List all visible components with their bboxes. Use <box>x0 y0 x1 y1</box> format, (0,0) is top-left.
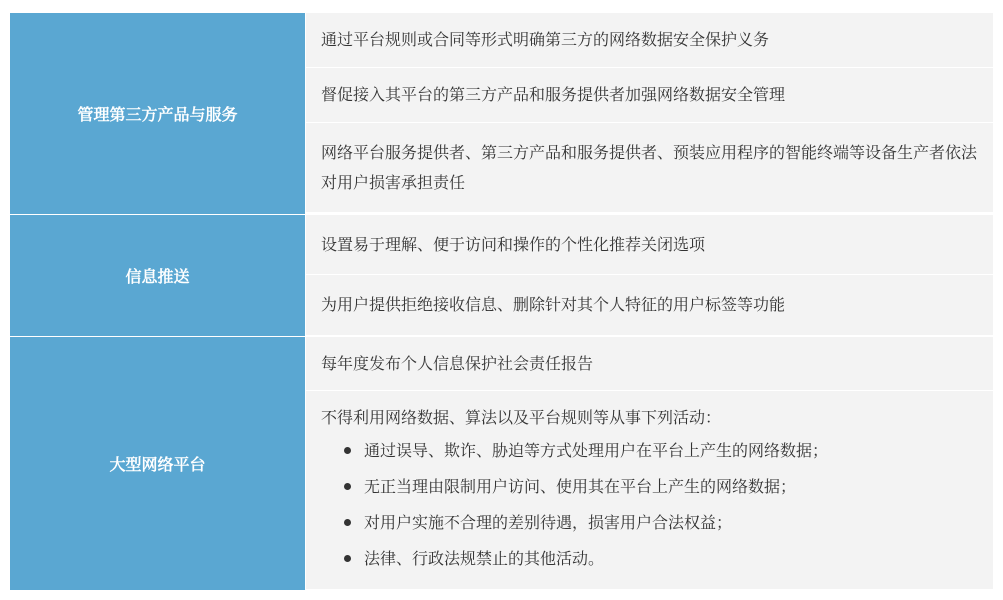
group-header: 信息推送 <box>10 215 306 336</box>
group-info-push <box>10 215 993 337</box>
list-item-text: 通过误导、欺诈、胁迫等方式处理用户在平台上产生的网络数据； <box>364 441 829 460</box>
list-item <box>364 541 981 577</box>
bullet-icon <box>344 519 351 526</box>
obligations-table <box>10 13 993 590</box>
table-cell: 网络平台服务提供者、第三方产品和服务提供者、预装应用程序的智能终端等设备生产者依法对用户损害承担责任 <box>306 123 993 212</box>
group-rows <box>306 13 993 214</box>
list-item-text: 无正当理由限制用户访问、使用其在平台上产生的网络数据； <box>364 477 797 496</box>
list-intro: 不得利用网络数据、算法以及平台规则等从事下列活动： <box>321 408 722 427</box>
group-third-party <box>10 13 993 215</box>
list-item <box>364 505 981 541</box>
group-large-platform <box>10 337 993 590</box>
table-cell: 督促接入其平台的第三方产品和服务提供者加强网络数据安全管理 <box>306 68 993 123</box>
table-cell: 设置易于理解、便于访问和操作的个性化推荐关闭选项 <box>306 215 993 275</box>
group-header: 大型网络平台 <box>10 337 306 590</box>
list-item <box>364 433 981 469</box>
list-item-text: 对用户实施不合理的差别待遇，损害用户合法权益； <box>364 513 733 532</box>
group-header: 管理第三方产品与服务 <box>10 13 306 214</box>
table-cell: 为用户提供拒绝接收信息、删除针对其个人特征的用户标签等功能 <box>306 275 993 335</box>
group-rows <box>306 215 993 336</box>
table-cell: 通过平台规则或合同等形式明确第三方的网络数据安全保护义务 <box>306 13 993 68</box>
bullet-icon <box>344 447 351 454</box>
table-cell-list <box>306 391 993 589</box>
prohibited-activities-list <box>321 433 981 577</box>
list-item-text: 法律、行政法规禁止的其他活动。 <box>364 549 605 568</box>
group-rows <box>306 337 993 590</box>
list-item <box>364 469 981 505</box>
bullet-icon <box>344 555 351 562</box>
bullet-icon <box>344 483 351 490</box>
table-cell: 每年度发布个人信息保护社会责任报告 <box>306 337 993 391</box>
